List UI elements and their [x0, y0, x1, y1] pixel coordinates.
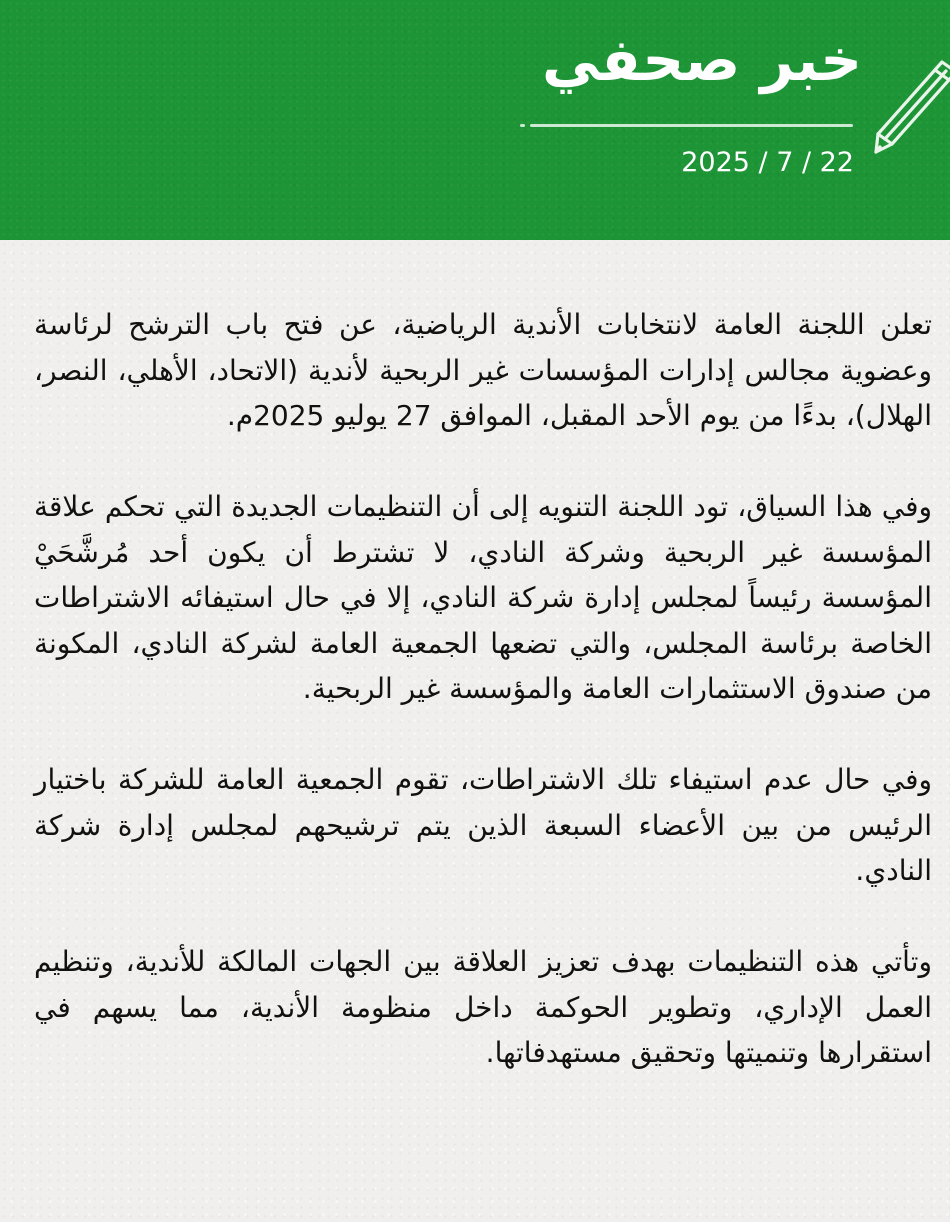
paragraph-3: وفي حال عدم استيفاء تلك الاشتراطات، تقوم الجمعية العامة للشركة باختيار الرئيس من بين الأعضاء السبعة الذين يتم ترشيحهم لمجلس إدارة شركة النادي.: [34, 763, 932, 887]
publish-date: 2025 / 7 / 22: [681, 147, 854, 178]
paragraph-1: تعلن اللجنة العامة لانتخابات الأندية الرياضية، عن فتح باب الترشح لرئاسة وعضوية مجالس إدارات المؤسسات غير الربحية لأندية (الاتحاد، الأهلي، النصر، الهلال)، بدءًا من يوم الأحد المقبل، الموافق 27 يوليو 2025م.: [34, 308, 932, 432]
divider-dot: [520, 124, 525, 127]
title-divider: [530, 124, 853, 127]
paragraph-2: وفي هذا السياق، تود اللجنة التنويه إلى أن التنظيمات الجديدة التي تحكم علاقة المؤسسة غير الربحية وشركة النادي، لا تشترط أن يكون أحد مُرشَّحَيْ المؤسسة رئيساً لمجلس إدارة شركة النادي، إلا في حال استيفائه الاشتراطات الخاصة برئاسة المجلس، والتي تضعها الجمعية العامة لشركة النادي، المكونة من صندوق الاستثمارات العامة والمؤسسة غير الربحية.: [34, 490, 932, 705]
pencil-icon: [872, 48, 950, 158]
page-title: خبر صحفي: [541, 26, 862, 94]
header-banner: [0, 0, 950, 240]
article-body: [34, 302, 932, 1121]
paragraph-4: وتأتي هذه التنظيمات بهدف تعزيز العلاقة بين الجهات المالكة للأندية، وتنظيم العمل الإداري، وتطوير الحوكمة داخل منظومة الأندية، مما يسهم في استقرارها وتنميتها وتحقيق مستهدفاتها.: [34, 945, 932, 1069]
